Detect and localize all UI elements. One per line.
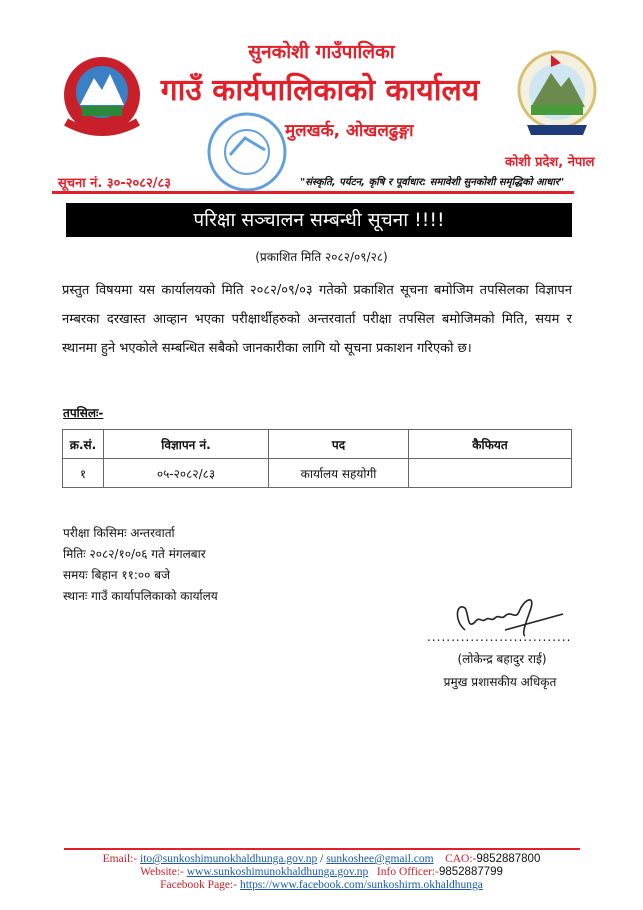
slogan: "संस्कृति, पर्यटन, कृषि र पूर्वाधार: समावेशी सुनकोशी समृद्धिको आधार" [300,177,565,188]
header-position: पद [269,430,409,459]
info-officer-phone: 9852887799 [438,866,503,878]
footer-divider [64,848,580,850]
exam-info [63,523,218,607]
vacancy-table [62,429,572,488]
notice-body: प्रस्तुत विषयमा यस कार्यालयको मिति २०८२/०९/०३ गतेको प्रकाशित सूचना बमोजिम तपसिलका विज्ञापन नम्बरका दरखास्त आव्हान भएका परीक्षार्थीहरुको अन्तरवार्ता परीक्षा तपसिल बमोजिमको मिति, सयम र स्थानमा हुने भएकोले सम्बन्धित सबैको जानकारीका लागि यो सूचना प्रकाशन गरिएको छ। [62,283,572,356]
info-officer-label: Info Officer:- [376,866,439,878]
header-ad-number: विज्ञापन नं. [104,430,269,459]
municipality-name: सुनकोशी गाउँपालिका [248,41,395,63]
header-remarks: कैफियत [409,430,572,459]
office-stamp-icon [205,110,290,195]
cell-ad-number: ०५-२०८२/८३ [104,459,269,488]
footer-website-line [0,866,643,879]
footer-facebook-line [0,879,643,892]
email-link-2[interactable]: sunkoshee@gmail.com [326,853,434,865]
exam-time: समयः बिहान ११:०० बजे [63,568,170,582]
table-row [63,459,572,488]
municipality-logo-icon [513,45,601,140]
exam-venue: स्थानः गाउँ कार्यापलिकाको कार्यालय [63,589,218,603]
exam-date: मितिः २०८२/१०/०६ गते मंगलबार [63,547,206,561]
cell-position: कार्यालय सहयोगी [269,459,409,488]
province: कोशी प्रदेश, नेपाल [505,155,595,170]
header-serial: क्र.सं. [63,430,104,459]
cao-label: CAO:- [445,853,477,865]
cell-serial: १ [63,459,104,488]
address: मुलखर्क, ओखलढुङ्गा [285,121,414,141]
notice-title: परिक्षा सञ्चालन सम्बन्धी सूचना !!!! [66,203,572,237]
signer-name: (लोकेन्द्र बहादुर राई) [457,652,547,666]
cell-remarks [409,459,572,488]
website-link[interactable]: www.sunkoshimunokhaldhunga.gov.np [186,866,369,878]
signer-title: प्रमुख प्रशासकीय अधिकृत [443,675,557,689]
footer-email-line [0,853,643,866]
details-heading: तपसिलः- [63,406,104,420]
facebook-label: Facebook Page:- [160,879,240,891]
reference-number: सूचना नं. ३०-२०८२/८३ [58,176,172,191]
signature-line: .............................. [427,630,572,644]
exam-type: परीक्षा किसिमः अन्तरवार्ता [63,526,175,540]
email-separator: / [317,853,327,865]
email-link-1[interactable]: ito@sunkoshimunokhaldhunga.gov.np [140,853,318,865]
table-header-row [63,430,572,459]
office-title: गाउँ कार्यपालिकाको कार्यालय [160,73,480,108]
cao-phone: 9852887800 [476,853,541,865]
footer [0,853,643,892]
facebook-link[interactable]: https://www.facebook.com/sunkoshirm.okhaldhunga [239,879,483,891]
publish-date: (प्रकाशित मिति २०८२/०९/२८) [255,250,388,264]
email-label: Email:- [102,853,141,865]
website-label: Website:- [140,866,187,878]
header-divider [52,191,574,194]
